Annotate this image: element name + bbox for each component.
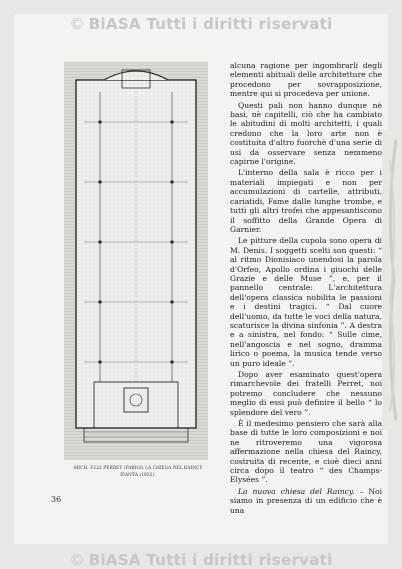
book-page (14, 14, 388, 569)
floor-plan-drawing (64, 62, 208, 460)
stamp-bleed-mark (382, 130, 400, 430)
library-stamp-bleed (382, 130, 400, 430)
paragraph-7-text: – Noi siamo in presenza di un edificio che è una (230, 486, 382, 515)
paragraph-2: Questi pali non hanno dunque nè basi, nè capitelli, ciò che ha cambiato le abitudini di molti architetti, i quali credono che la loro arte non è costituita d'altro fuorchè d'una serie di usi da osservare senza nemmeno capirne l'origine. (230, 100, 382, 167)
watermark-top (14, 15, 388, 33)
body-text-column (230, 61, 382, 515)
paragraph-1: alcuna ragione per ingombrarli degli elementi abituali delle architetture che procedono per sovrapposizione, mentre qui si procedeva per unione. (230, 61, 382, 99)
page-number: 36 (51, 495, 62, 504)
paragraph-4: Le pitture della cupola sono opera di M. Denis. I soggetti scelti son questi: “ al ritmo Dionisiaco unendosi la parola d'Orfeo, Apollo ordina i giuochi delle Grazie e delle Muse ”, e, per il pannello centrale: L'architettura dell'opera classica nobilita le passioni e i destini tragici. “ Dal cuore dell'uomo, da tutte le voci della natura, scaturisce la divina sinfonia ”. A destra e a sinistra, nel fondo: “ Sulle cime, nell'angoscia e nel sogno, dramma lirico o poema, la musica tende verso un puro ideale ”. (230, 236, 382, 368)
paragraph-7 (230, 487, 382, 515)
copyright-icon: © (69, 15, 85, 33)
section-heading-italic: La nuova chiesa del Raincy. (238, 486, 355, 496)
figure-caption-line2: PIANTA (1922). (120, 473, 156, 478)
watermark-bottom (14, 551, 388, 569)
watermark-text: BiASA Tutti i diritti riservati (88, 551, 333, 569)
paragraph-6: È il medesimo pensiero che sarà alla base di tutte le loro composizioni e noi ne ritroveremo una vigorosa affermazione nella chiesa del Raincy, costruita di recente, e cioè dieci anni circa dopo il teatro “ des Champs-Elysées ”. (230, 419, 382, 485)
figure-caption-line1: ARCH. F.LLI PERRET (PARIGI) LA CHIESA DEL RAINCY (73, 466, 203, 471)
paragraph-3: L'interno della sala è ricco per i materiali impiegati e non per accumulazioni di cartelle, attributi, cariatidi, Fame dalle lunghe trombe, e tutti gli altri trofei che appesantiscono il soffitto della Grande Opera di Garnier. (230, 168, 382, 234)
watermark-text: BiASA Tutti i diritti riservati (88, 15, 333, 33)
church-floor-plan-figure (64, 62, 208, 460)
paragraph-5: Dopo aver esaminato quest'opera rimarchevole dei fratelli Perret, noi potremo concludere che nessuno meglio di essi può definire il bello “ lo splendore del vero ”. (230, 370, 382, 417)
copyright-icon: © (69, 551, 85, 569)
